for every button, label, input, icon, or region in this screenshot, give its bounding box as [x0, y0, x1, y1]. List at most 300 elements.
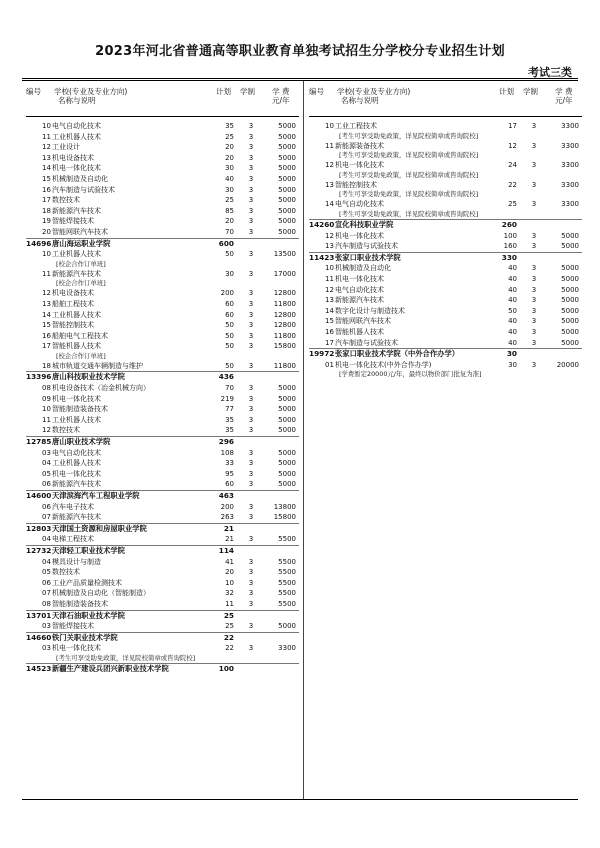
major-name: 工业机器人技术 — [52, 132, 101, 141]
tuition-fee: 5000 — [278, 227, 296, 236]
major-code: 11 — [42, 415, 51, 424]
tuition-fee: 13800 — [273, 502, 296, 511]
plan-count: 25 — [225, 132, 234, 141]
tuition-fee: 20000 — [556, 360, 579, 369]
tuition-fee: 5000 — [561, 306, 579, 315]
plan-count: 30 — [506, 349, 517, 359]
school-code: 14523 — [26, 663, 52, 673]
major-name: 新能源汽车技术 — [52, 269, 101, 278]
plan-count: 463 — [218, 491, 234, 500]
major-row — [26, 479, 299, 490]
major-row — [26, 195, 299, 206]
major-code: 03 — [42, 448, 51, 457]
major-note: [校企合作订单班] — [56, 259, 106, 268]
major-code: 15 — [42, 174, 51, 183]
major-row — [309, 316, 582, 327]
major-name: 新能源汽车技术 — [52, 513, 101, 522]
school-code: 12803 — [26, 523, 52, 533]
tuition-fee: 3300 — [561, 200, 579, 209]
study-length: 3 — [248, 310, 254, 319]
major-row — [309, 338, 582, 349]
major-name: 汽车制造与试验技术 — [52, 185, 115, 194]
major-note: [考生可享受助免政策，详见院校简章或咨询院校] — [339, 170, 479, 179]
left-column — [26, 84, 299, 675]
header-school-name — [54, 87, 127, 105]
study-length: 3 — [248, 405, 254, 414]
major-row — [26, 469, 299, 480]
study-length: 3 — [248, 578, 254, 587]
tuition-fee: 3300 — [561, 141, 579, 150]
plan-count: 60 — [225, 310, 234, 319]
major-row — [309, 274, 582, 285]
major-note: [考生可享受助免政策，详见院校简章或咨询院校] — [339, 131, 479, 140]
major-code: 11 — [325, 141, 334, 150]
major-code: 08 — [42, 599, 51, 608]
major-code: 08 — [42, 384, 51, 393]
major-name: 智能控制技术 — [335, 180, 377, 189]
major-name: 机电一体化技术 — [335, 231, 384, 240]
study-length: 3 — [531, 360, 537, 369]
school-code: 14660 — [26, 632, 52, 642]
tuition-fee: 3300 — [278, 644, 296, 653]
major-code: 10 — [325, 264, 334, 273]
plan-count: 100 — [218, 663, 234, 673]
plan-count: 60 — [225, 480, 234, 489]
header-school-line1: 学校(专业及专业方向) — [337, 87, 411, 96]
major-row — [309, 285, 582, 296]
school-row — [26, 371, 299, 383]
major-code: 19 — [42, 217, 51, 226]
major-row — [309, 160, 582, 171]
plan-count: 25 — [223, 610, 234, 620]
major-name: 城市轨道交通车辆制造与维护 — [52, 361, 143, 370]
left-table-body — [26, 121, 299, 675]
tuition-fee: 5000 — [278, 384, 296, 393]
school-name: 唐山职业技术学院 — [52, 437, 111, 447]
plan-count: 22 — [225, 644, 234, 653]
plan-count: 20 — [225, 568, 234, 577]
major-code: 14 — [325, 200, 334, 209]
major-name: 电气自动化技术 — [335, 200, 384, 209]
major-name: 新能源汽车技术 — [52, 480, 101, 489]
major-row — [26, 643, 299, 654]
major-name: 智能网联汽车技术 — [52, 227, 108, 236]
study-length: 3 — [248, 480, 254, 489]
tuition-fee: 15800 — [273, 513, 296, 522]
study-length: 3 — [248, 250, 254, 259]
school-name: 天津滨海汽车工程职业学院 — [52, 491, 140, 500]
tuition-fee: 5000 — [278, 122, 296, 130]
major-row — [26, 163, 299, 174]
study-length: 3 — [531, 264, 537, 273]
plan-count: 95 — [225, 469, 234, 478]
exam-category-label: 考试三类 — [528, 66, 572, 79]
table-header — [309, 84, 582, 117]
major-row — [26, 269, 299, 280]
plan-count: 11 — [225, 599, 234, 608]
major-name: 电气自动化技术 — [52, 448, 101, 457]
study-length: 3 — [531, 306, 537, 315]
plan-count: 200 — [220, 289, 234, 298]
header-school-line1: 学校(专业及专业方向) — [54, 87, 128, 96]
study-length: 3 — [248, 622, 254, 631]
plan-count: 35 — [225, 426, 234, 435]
plan-count: 24 — [508, 161, 517, 170]
study-length: 3 — [248, 185, 254, 194]
school-code: 14696 — [26, 238, 52, 248]
tuition-fee: 5500 — [278, 568, 296, 577]
major-code: 04 — [42, 459, 51, 468]
major-note: [考生可享受助免政策，详见院校简章或咨询院校] — [56, 653, 196, 662]
tuition-fee: 5000 — [278, 206, 296, 215]
major-note: [学费暂定20000元/年，最终以物价部门批复为准] — [339, 370, 482, 379]
major-code: 01 — [325, 360, 334, 369]
major-code: 12 — [325, 161, 334, 170]
major-name: 机械制造及自动化（智能制造） — [52, 589, 150, 598]
major-name: 船舶电气工程技术 — [52, 331, 108, 340]
school-name: 张家口职业技术学院 — [335, 252, 401, 262]
study-length: 3 — [248, 299, 254, 308]
study-length: 3 — [248, 122, 254, 130]
header-fee-line2: 元/年 — [272, 96, 290, 105]
tuition-fee: 3300 — [561, 180, 579, 189]
header-code: 编号 — [309, 87, 324, 96]
study-length: 3 — [248, 342, 254, 351]
plan-count: 100 — [503, 231, 517, 240]
school-code: 13701 — [26, 610, 52, 620]
major-row — [26, 567, 299, 578]
header-fee — [272, 87, 290, 105]
study-length: 3 — [248, 426, 254, 435]
major-code: 10 — [325, 122, 334, 130]
study-length: 3 — [248, 132, 254, 141]
study-length: 3 — [248, 174, 254, 183]
major-name: 智能制造装备技术 — [52, 405, 108, 414]
tuition-fee: 12800 — [273, 321, 296, 330]
major-code: 05 — [42, 469, 51, 478]
major-code: 16 — [325, 327, 334, 336]
study-length: 3 — [248, 331, 254, 340]
major-row — [309, 121, 582, 132]
header-school-name — [337, 87, 410, 105]
major-name: 工业机器人技术 — [52, 415, 101, 424]
school-row — [26, 523, 299, 535]
plan-count: 436 — [218, 372, 234, 382]
study-length: 3 — [248, 217, 254, 226]
plan-count: 50 — [225, 321, 234, 330]
tuition-fee: 5000 — [561, 231, 579, 240]
major-name: 工业机器人技术 — [52, 310, 101, 319]
plan-count: 22 — [508, 180, 517, 189]
major-row — [26, 288, 299, 299]
major-code: 13 — [325, 242, 334, 251]
major-name: 智能焊接技术 — [52, 622, 94, 631]
plan-count: 12 — [508, 141, 517, 150]
major-row — [26, 458, 299, 469]
study-length: 3 — [531, 274, 537, 283]
tuition-fee: 5500 — [278, 557, 296, 566]
school-row — [26, 436, 299, 448]
plan-count: 35 — [225, 415, 234, 424]
plan-count: 32 — [225, 589, 234, 598]
plan-count: 260 — [501, 219, 517, 229]
major-row — [309, 306, 582, 317]
tuition-fee: 5500 — [278, 535, 296, 544]
major-row — [26, 132, 299, 143]
major-name: 机电设备技术 — [52, 153, 94, 162]
study-length: 3 — [248, 384, 254, 393]
study-length: 3 — [248, 448, 254, 457]
major-name: 新能源装备技术 — [335, 141, 384, 150]
study-length: 3 — [531, 338, 537, 347]
plan-count: 50 — [508, 306, 517, 315]
school-code: 12785 — [26, 437, 52, 447]
major-code: 09 — [42, 394, 51, 403]
major-code: 17 — [42, 342, 51, 351]
top-rule-double — [22, 80, 578, 81]
school-name: 新疆生产建设兵团兴新职业技术学院 — [52, 663, 169, 673]
major-row — [26, 534, 299, 545]
school-row — [309, 348, 582, 360]
major-code: 14 — [325, 306, 334, 315]
major-row — [26, 415, 299, 426]
bottom-rule — [22, 799, 578, 800]
major-row — [26, 425, 299, 436]
major-code: 16 — [42, 331, 51, 340]
tuition-fee: 3300 — [561, 122, 579, 130]
major-name: 电气自动化技术 — [52, 122, 101, 130]
tuition-fee: 5000 — [278, 480, 296, 489]
study-length: 3 — [531, 296, 537, 305]
major-name: 船舶工程技术 — [52, 299, 94, 308]
major-name: 机械制造及自动化 — [335, 264, 391, 273]
major-code: 06 — [42, 578, 51, 587]
school-name: 天津石油职业技术学院 — [52, 610, 125, 620]
tuition-fee: 5000 — [561, 242, 579, 251]
study-length: 3 — [248, 513, 254, 522]
tuition-fee: 12800 — [273, 310, 296, 319]
major-name: 新能源汽车技术 — [335, 296, 384, 305]
right-table-body — [309, 121, 582, 379]
major-row — [309, 141, 582, 152]
tuition-fee: 5000 — [278, 132, 296, 141]
major-row — [309, 231, 582, 242]
major-row — [26, 299, 299, 310]
major-code: 14 — [42, 310, 51, 319]
plan-count: 22 — [223, 632, 234, 642]
plan-count: 30 — [225, 185, 234, 194]
study-length: 3 — [248, 143, 254, 152]
major-name: 汽车制造与试验技术 — [335, 242, 398, 251]
header-fee — [555, 87, 573, 105]
tuition-fee: 5000 — [278, 469, 296, 478]
major-row — [26, 206, 299, 217]
tuition-fee: 15800 — [273, 342, 296, 351]
plan-count: 30 — [225, 269, 234, 278]
tuition-fee: 5000 — [278, 622, 296, 631]
school-row — [309, 252, 582, 264]
tuition-fee: 5000 — [561, 285, 579, 294]
plan-count: 40 — [508, 274, 517, 283]
column-divider — [303, 81, 304, 799]
major-code: 18 — [42, 361, 51, 370]
plan-count: 330 — [501, 252, 517, 262]
major-note: [校企合作订单班] — [56, 279, 106, 288]
major-code: 03 — [42, 622, 51, 631]
tuition-fee: 5000 — [278, 394, 296, 403]
tuition-fee: 11800 — [273, 361, 296, 370]
header-fee-line1: 学 费 — [555, 87, 573, 96]
major-code: 12 — [42, 289, 51, 298]
major-code: 13 — [325, 296, 334, 305]
plan-count: 200 — [220, 502, 234, 511]
school-name: 天津国土资源和房屋职业学院 — [52, 523, 147, 533]
major-row — [309, 360, 582, 371]
study-length: 3 — [531, 122, 537, 130]
major-name: 工业机器人技术 — [52, 459, 101, 468]
plan-count: 25 — [508, 200, 517, 209]
school-name: 唐山科技职业技术学院 — [52, 372, 125, 382]
major-name: 智能网联汽车技术 — [335, 317, 391, 326]
major-row — [26, 249, 299, 260]
major-code: 10 — [42, 405, 51, 414]
major-name: 新能源汽车技术 — [52, 206, 101, 215]
tuition-fee: 11800 — [273, 331, 296, 340]
plan-count: 30 — [508, 360, 517, 369]
tuition-fee: 5000 — [278, 448, 296, 457]
major-code: 05 — [42, 568, 51, 577]
major-row — [26, 331, 299, 342]
table-header — [26, 84, 299, 117]
study-length: 3 — [248, 459, 254, 468]
major-name: 机电一体化技术 — [335, 161, 384, 170]
major-name: 工业设计 — [52, 143, 80, 152]
major-row — [26, 142, 299, 153]
major-name: 智能焊接技术 — [52, 217, 94, 226]
plan-count: 20 — [225, 217, 234, 226]
header-school-line2: 名称与说明 — [341, 96, 379, 105]
major-row — [309, 180, 582, 191]
tuition-fee: 5000 — [278, 405, 296, 414]
header-plan: 计划 — [216, 87, 231, 96]
major-note: [考生可享受助免政策，详见院校简章或咨询院校] — [339, 190, 479, 199]
major-row — [26, 588, 299, 599]
school-row — [26, 610, 299, 622]
plan-count: 50 — [225, 250, 234, 259]
major-name: 机电设备技术 — [52, 289, 94, 298]
major-name: 智能机器人技术 — [335, 327, 384, 336]
study-length: 3 — [531, 242, 537, 251]
major-row — [26, 121, 299, 132]
tuition-fee: 5000 — [278, 459, 296, 468]
tuition-fee: 5000 — [561, 274, 579, 283]
major-code: 15 — [325, 317, 334, 326]
study-length: 3 — [531, 200, 537, 209]
study-length: 3 — [248, 502, 254, 511]
major-code: 18 — [42, 206, 51, 215]
plan-count: 40 — [225, 174, 234, 183]
plan-count: 263 — [220, 513, 234, 522]
study-length: 3 — [248, 164, 254, 173]
major-code: 16 — [42, 185, 51, 194]
plan-count: 600 — [218, 238, 234, 248]
header-length: 学制 — [523, 87, 538, 96]
major-row — [309, 327, 582, 338]
major-row — [26, 383, 299, 394]
tuition-fee: 5000 — [278, 426, 296, 435]
school-name: 张家口职业技术学院（中外合作办学） — [335, 349, 460, 359]
major-name: 数字化设计与制造技术 — [335, 306, 405, 315]
major-row — [26, 404, 299, 415]
major-code: 12 — [42, 143, 51, 152]
study-length: 3 — [531, 285, 537, 294]
plan-count: 40 — [508, 264, 517, 273]
page-title: 2023年河北省普通高等职业教育单独考试招生分学校分专业招生计划 — [95, 44, 505, 59]
plan-count: 20 — [225, 153, 234, 162]
study-length: 3 — [248, 153, 254, 162]
major-row — [26, 621, 299, 632]
tuition-fee: 5000 — [561, 327, 579, 336]
major-row — [26, 361, 299, 372]
major-name: 机电一体化技术 — [52, 469, 101, 478]
major-name: 机电一体化技术 — [335, 274, 384, 283]
major-name: 机电一体化技术(中外合作办学) — [335, 360, 432, 369]
tuition-fee: 5000 — [561, 264, 579, 273]
tuition-fee: 11800 — [273, 299, 296, 308]
major-code: 12 — [42, 426, 51, 435]
major-name: 智能机器人技术 — [52, 342, 101, 351]
major-name: 汽车制造与试验技术 — [335, 338, 398, 347]
school-name: 铁门关职业技术学院 — [52, 632, 118, 642]
school-code: 14600 — [26, 491, 52, 500]
major-name: 机电一体化技术 — [52, 164, 101, 173]
major-code: 13 — [42, 153, 51, 162]
plan-count: 50 — [225, 361, 234, 370]
major-name: 机电设备技术（冶金机械方向） — [52, 384, 150, 393]
study-length: 3 — [531, 327, 537, 336]
school-name: 天津轻工职业技术学院 — [52, 545, 125, 555]
plan-count: 33 — [225, 459, 234, 468]
plan-count: 160 — [503, 242, 517, 251]
plan-count: 21 — [225, 535, 234, 544]
plan-count: 60 — [225, 299, 234, 308]
header-school-line2: 名称与说明 — [58, 96, 96, 105]
study-length: 3 — [248, 469, 254, 478]
major-code: 11 — [42, 269, 51, 278]
major-name: 工业机器人技术 — [52, 250, 101, 259]
plan-count: 77 — [225, 405, 234, 414]
major-code: 13 — [42, 299, 51, 308]
plan-count: 30 — [225, 164, 234, 173]
major-row — [26, 310, 299, 321]
major-row — [309, 241, 582, 252]
tuition-fee: 5000 — [561, 338, 579, 347]
plan-count: 50 — [225, 342, 234, 351]
major-row — [309, 295, 582, 306]
major-code: 04 — [42, 535, 51, 544]
tuition-fee: 5000 — [278, 185, 296, 194]
school-row — [26, 545, 299, 557]
study-length: 3 — [531, 180, 537, 189]
major-code: 12 — [325, 285, 334, 294]
tuition-fee: 5000 — [278, 217, 296, 226]
plan-count: 25 — [225, 622, 234, 631]
study-length: 3 — [531, 317, 537, 326]
tuition-fee: 5500 — [278, 589, 296, 598]
major-row — [26, 394, 299, 405]
tuition-fee: 5000 — [278, 174, 296, 183]
plan-count: 70 — [225, 227, 234, 236]
